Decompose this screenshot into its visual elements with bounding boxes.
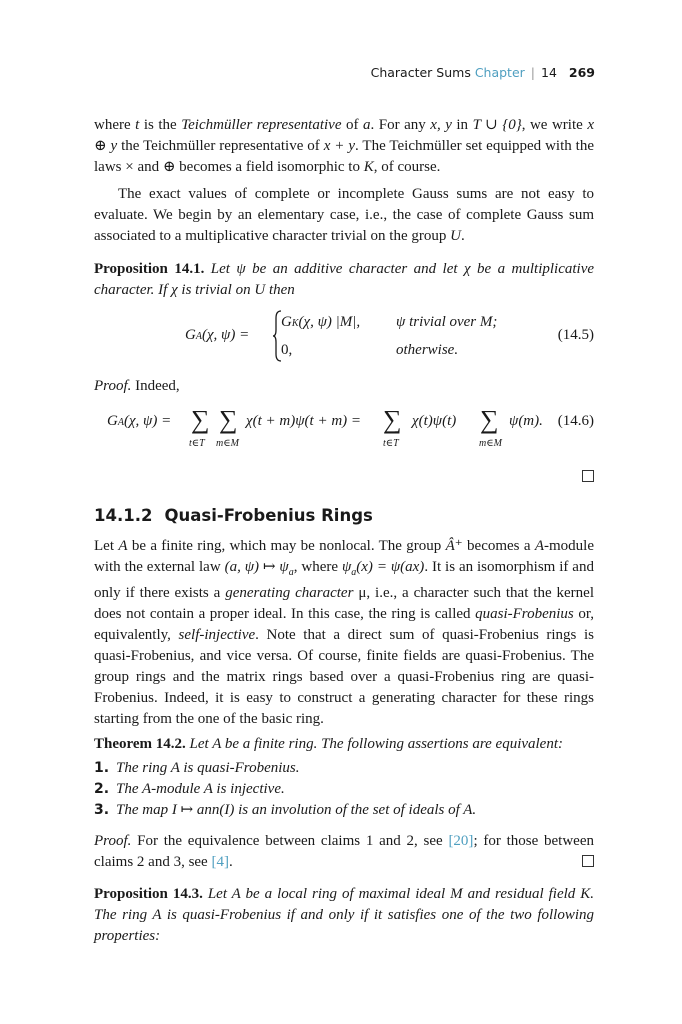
equation-14-6-lhs: GA(χ, ψ) =	[107, 413, 172, 429]
chapter-word: Chapter	[474, 65, 525, 80]
citation-20[interactable]: [20]	[448, 833, 474, 849]
paragraph-quasi-frobenius: Let A be a finite ring, which may be nonlocal. The group Â⁺ becomes a A-module with the external law (a, ψ) ↦ $\psi_a$, where $\psi_a(x) = \psi(ax)$. It is an isomorphism if and only if there exists a generating character μ, i.e., a character such that the kernel does not contain a proper ideal. In this case, the ring is called quasi-Frobenius or, equivalently, self-injective. Note that a direct sum of quasi-Frobenius rings is quasi-Frobenius, and vice versa. Of course, finite fields are quasi-Frobenius. The group rings and the matrix rings based over a quasi-Frobenius ring are quasi-Frobenius. Indeed, it is easy to construct a generating character for these rings starting from the one of the basic ring.	[94, 538, 595, 727]
sum-index-m-1: m∈M	[216, 438, 239, 449]
citation-4[interactable]: [4]	[211, 854, 229, 870]
list-item: 3. The map I ↦ ann(I) is an involution of the set of ideals of A.	[94, 802, 477, 818]
equation-number-14-5: (14.5)	[557, 327, 594, 343]
term-generating-character: generating character	[225, 585, 354, 601]
equation-14-5-case-2: 0,	[281, 342, 293, 358]
section-title: Quasi-Frobenius Rings	[164, 506, 373, 525]
sum-sign-1: ∑	[191, 405, 210, 434]
running-header: Character Sums Chapter | 14 269	[370, 65, 595, 80]
equation-14-5-lhs: GA(χ, ψ) =	[185, 327, 250, 343]
proposition-14-1: Proposition 14.1. Let ψ be an additive character and let χ be a multiplicative character. If χ is trivial on U then	[94, 261, 595, 298]
theorem-list	[94, 758, 594, 821]
proposition-14-3: Proposition 14.3. Let A be a local ring of maximal ideal M and residual field K. The ring A is quasi-Frobenius if and only if it satisfies one of the two following properties:	[94, 886, 594, 944]
equation-14-5-case-1: GK(χ, ψ) |M|,	[281, 314, 361, 330]
sum-index-t-2: t∈T	[383, 438, 399, 449]
section-number: 14.1.2	[94, 506, 153, 525]
qed-box	[582, 855, 594, 867]
equation-14-5-condition-1: ψ trivial over M;	[396, 314, 498, 330]
qed-box	[582, 470, 594, 482]
equation-14-6-term-3: ψ(m).	[509, 413, 543, 429]
theorem-label: Theorem 14.2.	[94, 736, 186, 752]
paragraph-gauss-sums: The exact values of complete or incomplete Gauss sums are not easy to evaluate. We begin by an elementary case, i.e., the case of complete Gauss sum associated to a multiplicative character trivial on the group U.	[94, 186, 594, 244]
sum-index-m-2: m∈M	[479, 438, 502, 449]
sum-sign-4: ∑	[480, 405, 499, 434]
proposition-label: Proposition 14.3.	[94, 886, 203, 902]
proposition-label: Proposition 14.1.	[94, 261, 205, 277]
term-self-injective: self-injective	[178, 627, 256, 643]
page-number: 269	[568, 65, 595, 80]
equation-14-6-term-2: χ(t)ψ(t)	[412, 413, 457, 429]
sum-sign-3: ∑	[383, 405, 402, 434]
proof-2: Proof. For the equivalence between claims 1 and 2, see [20]; for those between claims 2 and 3, see [4].	[94, 833, 595, 870]
paragraph-teichmuller: where t is the Teichmüller representative of a. For any x, y in T ∪ {0}, we write x ⊕ y the Teichmüller representative of x + y. The Teichmüller set equipped with the laws × and ⊕ becomes a field isomorphic to K, of course.	[94, 117, 595, 175]
term-quasi-frobenius: quasi-Frobenius	[475, 606, 574, 622]
equation-14-5-condition-2: otherwise.	[396, 342, 459, 358]
proof-1: Proof. Indeed,	[94, 378, 180, 394]
equation-number-14-6: (14.6)	[557, 413, 594, 429]
term-teichmuller: Teichmüller representative	[181, 117, 342, 133]
sum-sign-2: ∑	[219, 405, 238, 434]
proof-label: Proof.	[94, 378, 132, 394]
list-item: 1. The ring A is quasi-Frobenius.	[94, 760, 300, 776]
list-item: 2. The A-module A is injective.	[94, 781, 285, 797]
book-title: Character Sums	[370, 65, 471, 80]
equation-14-6-term-1: χ(t + m)ψ(t + m) =	[246, 413, 362, 429]
chapter-number: 14	[541, 65, 557, 80]
sum-index-t-1: t∈T	[189, 438, 205, 449]
theorem-14-2: Theorem 14.2. Let A be a finite ring. The following assertions are equivalent: 1. The ring A is quasi-Frobenius. 2. The A-module A is injective. 3. The map I ↦ ann(I) is an involution of the set of ideals of A.	[94, 734, 594, 821]
section-heading	[94, 506, 373, 525]
